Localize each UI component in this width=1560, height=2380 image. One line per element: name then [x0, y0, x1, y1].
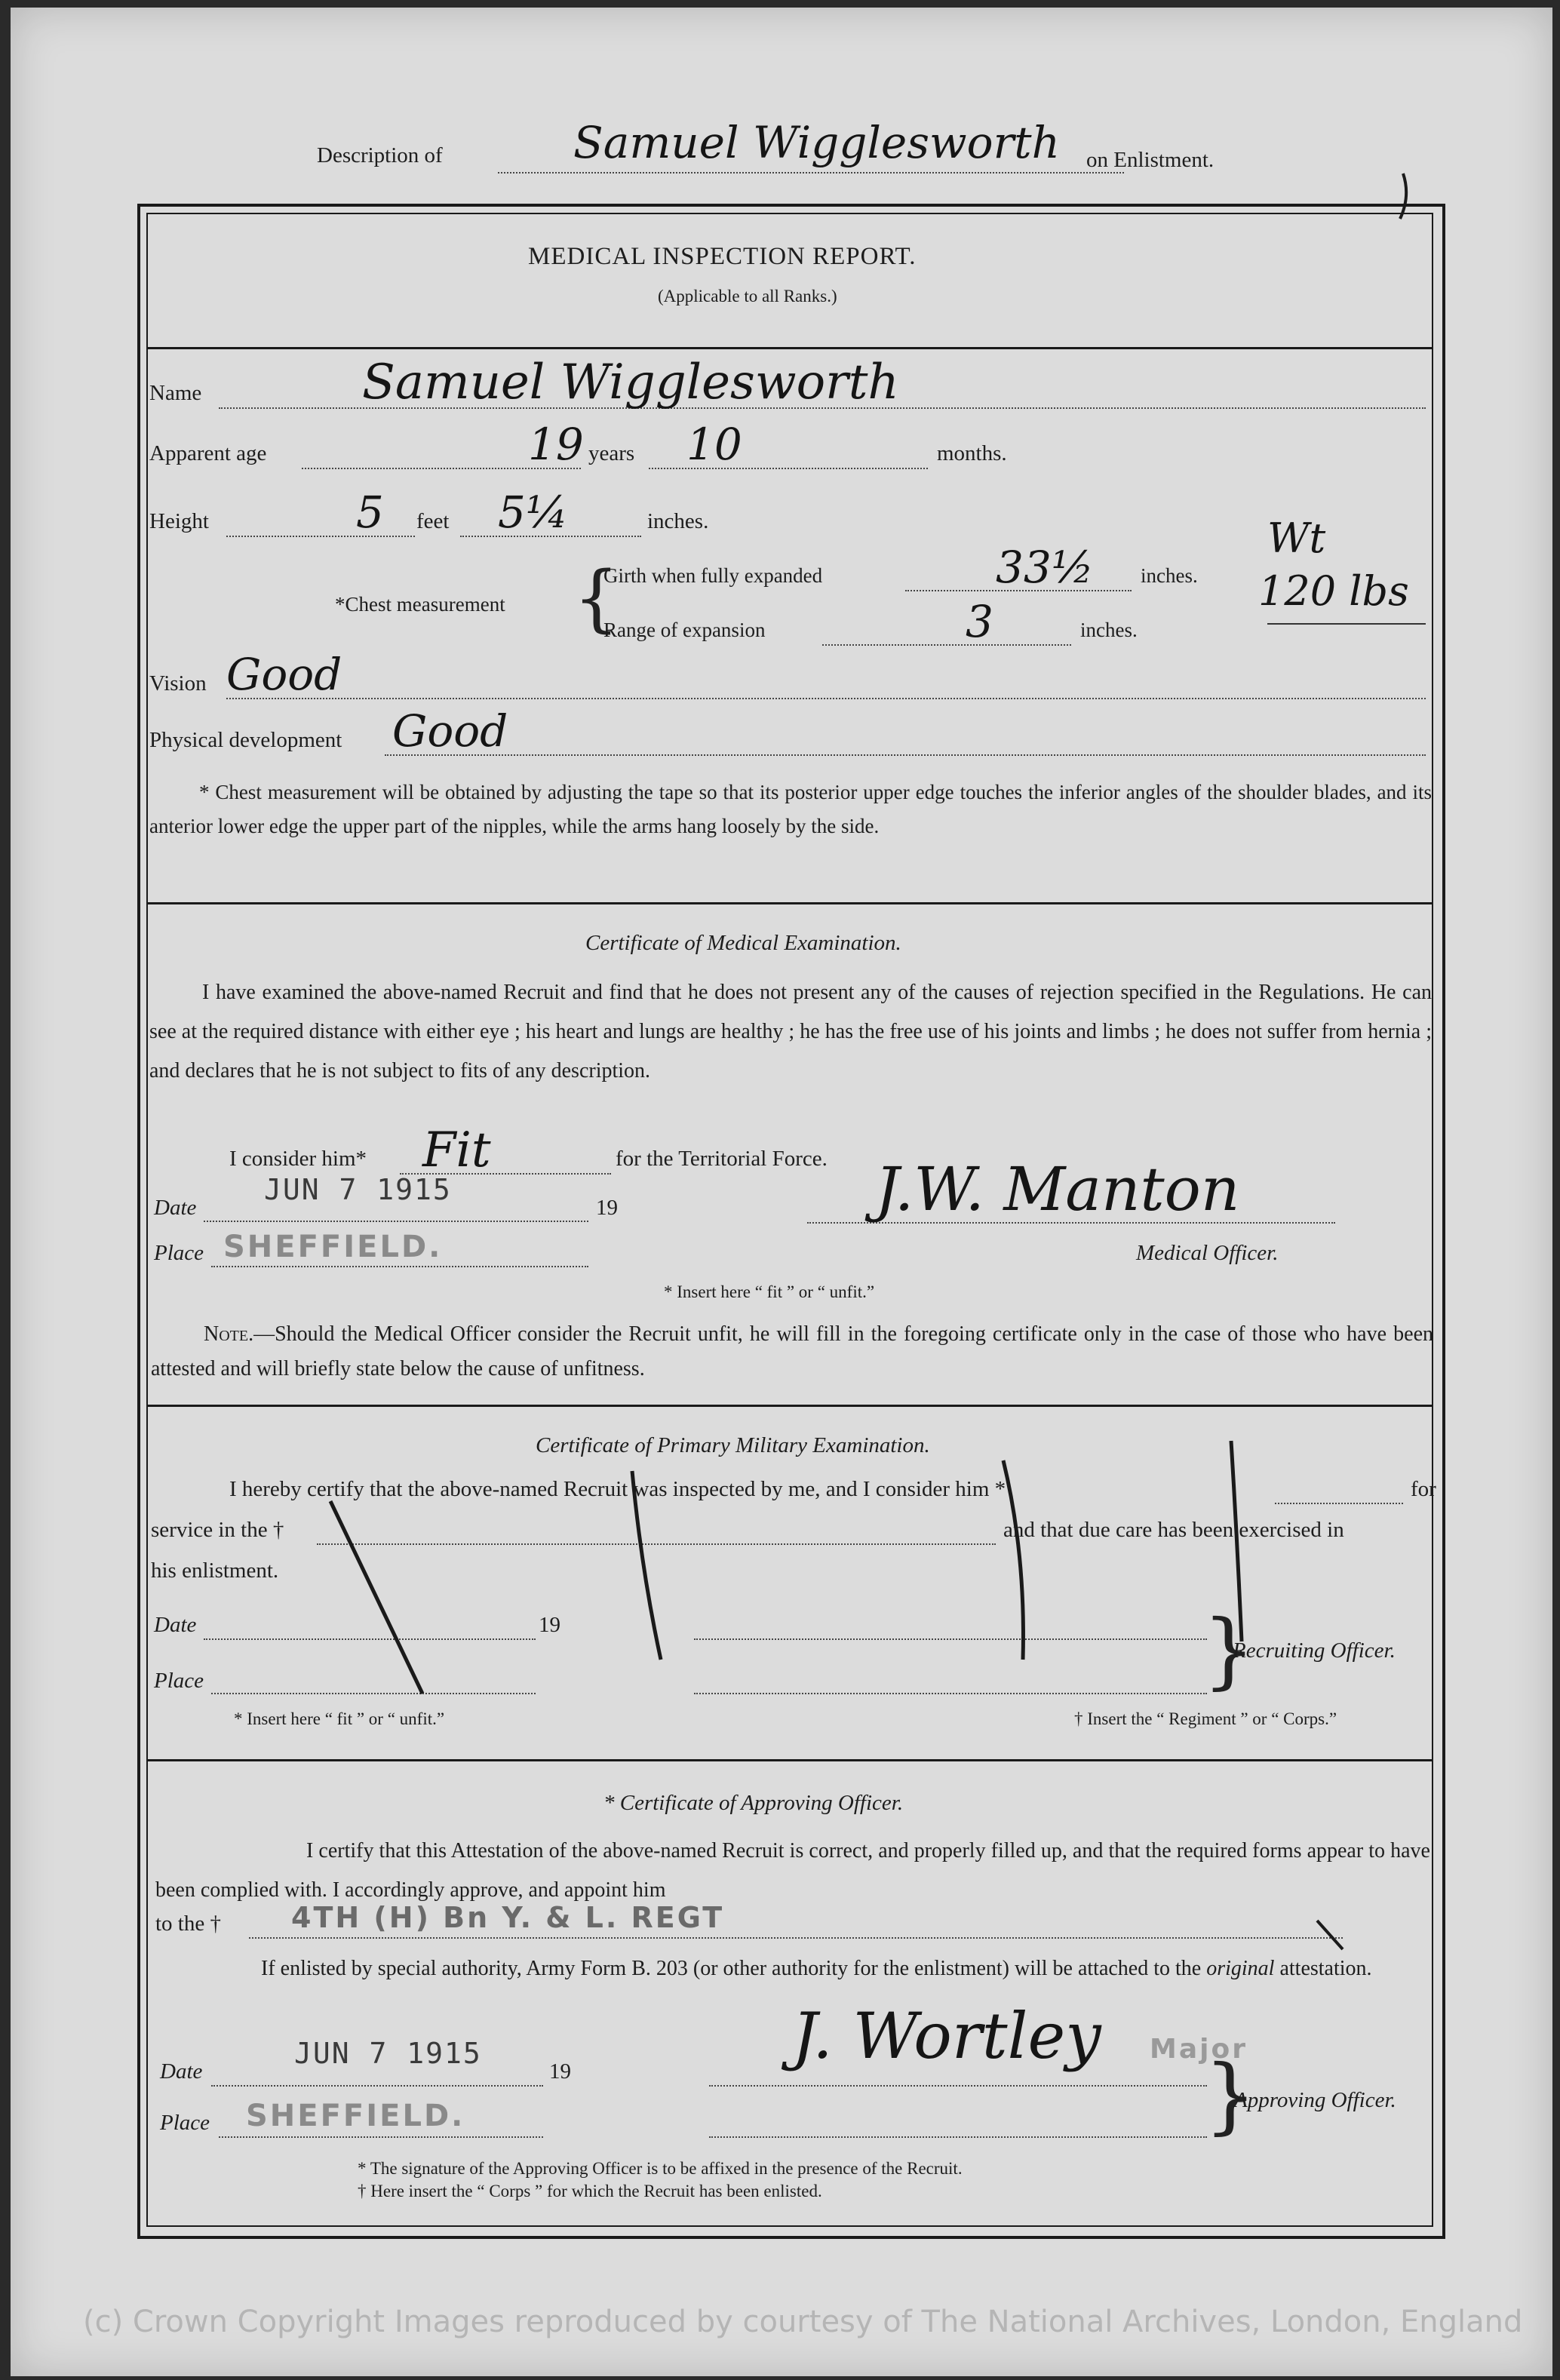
age-label: Apparent age — [149, 441, 267, 465]
approving-date-stamp: JUN 7 1915 — [294, 2037, 482, 2070]
height-inches-label: inches. — [647, 509, 709, 533]
military-year-label: 19 — [539, 1613, 560, 1637]
consider-prefix: I consider him* — [229, 1147, 367, 1171]
range-value: 3 — [966, 596, 993, 647]
approving-to-the: to the † — [155, 1912, 221, 1936]
range-unit: inches. — [1080, 619, 1138, 641]
vision-value: Good — [226, 649, 342, 700]
weight-note-line2: 120 lbs — [1258, 567, 1409, 615]
approving-foot2: † Here insert the “ Corps ” for which the Recruit has been enlisted. — [358, 2182, 822, 2200]
medical-date-stamp: JUN 7 1915 — [264, 1173, 452, 1206]
military-note-right: † Insert the “ Regiment ” or “ Corps.” — [1074, 1709, 1337, 1728]
medical-cert-body: I have examined the above-named Recruit and find that he does not present any of the causes of rejection specified in the Regulations. He can see at the required distance with either eye ; his heart and lungs are healthy ; he has the free use of his joints and limbs ; he does not suffer from hernia ; and declares that he is not subject to fits of any description. — [149, 981, 1432, 1083]
girth-unit: inches. — [1141, 564, 1198, 587]
approving-place-label: Place — [160, 2111, 210, 2135]
corner-mark — [1400, 174, 1406, 219]
chest-brace: { — [573, 556, 620, 640]
physical-value: Good — [392, 705, 508, 757]
note-label: Note. — [204, 1322, 254, 1346]
approving-year-label: 19 — [549, 2059, 571, 2084]
approving-brace: } — [1204, 2047, 1257, 2143]
age-months-value: 10 — [686, 419, 742, 470]
medical-officer-label: Medical Officer. — [1136, 1241, 1279, 1265]
approving-body2-a: If enlisted by special authority, Army Form B. 203 (or other authority for the enlistment) will be attached to the — [261, 1957, 1202, 1980]
consider-suffix: for the Territorial Force. — [616, 1147, 828, 1171]
weight-note-line1: Wt — [1267, 514, 1326, 562]
approving-body2-b: attestation. — [1279, 1957, 1372, 1980]
girth-value: 33½ — [996, 542, 1095, 593]
age-months-label: months. — [937, 441, 1007, 465]
approving-signature: J. Wortley — [792, 1999, 1101, 2073]
cancel-stroke — [330, 1501, 422, 1694]
girth-label: Girth when fully expanded — [603, 564, 823, 587]
approving-unit-stamp: 4TH (H) Bn Y. & L. REGT — [291, 1901, 725, 1934]
approving-date-label: Date — [160, 2059, 203, 2084]
military-note-left: * Insert here “ fit ” or “ unfit.” — [234, 1709, 445, 1728]
approving-cert-title: * Certificate of Approving Officer. — [603, 1791, 904, 1815]
range-label: Range of expansion — [603, 619, 766, 641]
medical-date-label: Date — [154, 1196, 197, 1220]
header-name-handwritten: Samuel Wigglesworth — [573, 117, 1060, 168]
approving-officer-label: Approving Officer. — [1234, 2088, 1396, 2112]
approving-body1: I certify that this Attestation of the above-named Recruit is correct, and properly filled up, and that the required forms appear to have been complied with. I accordingly approve, and appoint him — [155, 1839, 1430, 1902]
military-brace: } — [1202, 1602, 1255, 1698]
medical-insert-note: * Insert here “ fit ” or “ unfit.” — [664, 1282, 875, 1301]
approving-rank-stamp: Major — [1150, 2034, 1248, 2065]
name-label: Name — [149, 381, 202, 405]
physical-label: Physical development — [149, 728, 342, 752]
medical-place-label: Place — [154, 1241, 204, 1265]
military-line1: I hereby certify that the above-named Recruit was inspected by me, and I consider him * — [229, 1477, 1006, 1501]
height-label: Height — [149, 509, 209, 533]
approving-foot1: * The signature of the Approving Officer is to be affixed in the presence of the Recruit. — [358, 2159, 963, 2178]
military-line2-start: service in the † — [151, 1518, 284, 1542]
chest-label: *Chest measurement — [335, 593, 505, 616]
height-feet-label: feet — [416, 509, 450, 533]
report-subtitle: (Applicable to all Ranks.) — [658, 287, 837, 306]
military-date-label: Date — [154, 1613, 197, 1637]
cancel-stroke — [1003, 1460, 1023, 1660]
medical-place-stamp: SHEFFIELD. — [223, 1230, 443, 1264]
medical-cert-title: Certificate of Medical Examination. — [585, 931, 901, 955]
approving-body2-ital: original — [1206, 1957, 1275, 1980]
consider-value: Fit — [422, 1122, 491, 1178]
military-line2-end: and that due care has been exercised in — [1003, 1518, 1344, 1542]
tick-mark — [1317, 1921, 1343, 1949]
height-feet-value: 5 — [356, 487, 384, 538]
military-cert-title: Certificate of Primary Military Examination. — [536, 1433, 930, 1457]
name-value: Samuel Wigglesworth — [362, 355, 899, 410]
age-years-value: 19 — [528, 419, 584, 470]
medical-signature: J.W. Manton — [875, 1154, 1240, 1224]
copyright-watermark: (c) Crown Copyright Images reproduced by courtesy of The National Archives, London, England — [83, 2305, 1523, 2339]
height-inches-value: 5¼ — [498, 487, 569, 538]
military-line1-end: for — [1411, 1477, 1436, 1501]
approving-place-stamp: SHEFFIELD. — [246, 2099, 465, 2133]
chest-footnote: * Chest measurement will be obtained by adjusting the tape so that its posterior upper edge touches the inferior angles of the shoulder blades, and its anterior lower edge the upper part of the nipples, while the arms hang loosely by the side. — [149, 781, 1432, 837]
header-prefix: Description of — [317, 143, 443, 167]
military-officer-label: Recruiting Officer. — [1233, 1638, 1396, 1663]
age-years-label: years — [588, 441, 635, 465]
military-place-label: Place — [154, 1669, 204, 1693]
report-title: MEDICAL INSPECTION REPORT. — [528, 243, 917, 270]
cancel-stroke — [1231, 1441, 1242, 1641]
medical-year-label: 19 — [596, 1196, 618, 1220]
cancel-stroke — [632, 1471, 661, 1660]
header-suffix: on Enlistment. — [1086, 148, 1215, 172]
vision-label: Vision — [149, 671, 207, 696]
note-text: —Should the Medical Officer consider the Recruit unfit, he will fill in the foregoing certificate only in the case of those who have been attested and will briefly state below the cause of unfitness. — [151, 1322, 1433, 1380]
military-line3: his enlistment. — [151, 1559, 279, 1583]
